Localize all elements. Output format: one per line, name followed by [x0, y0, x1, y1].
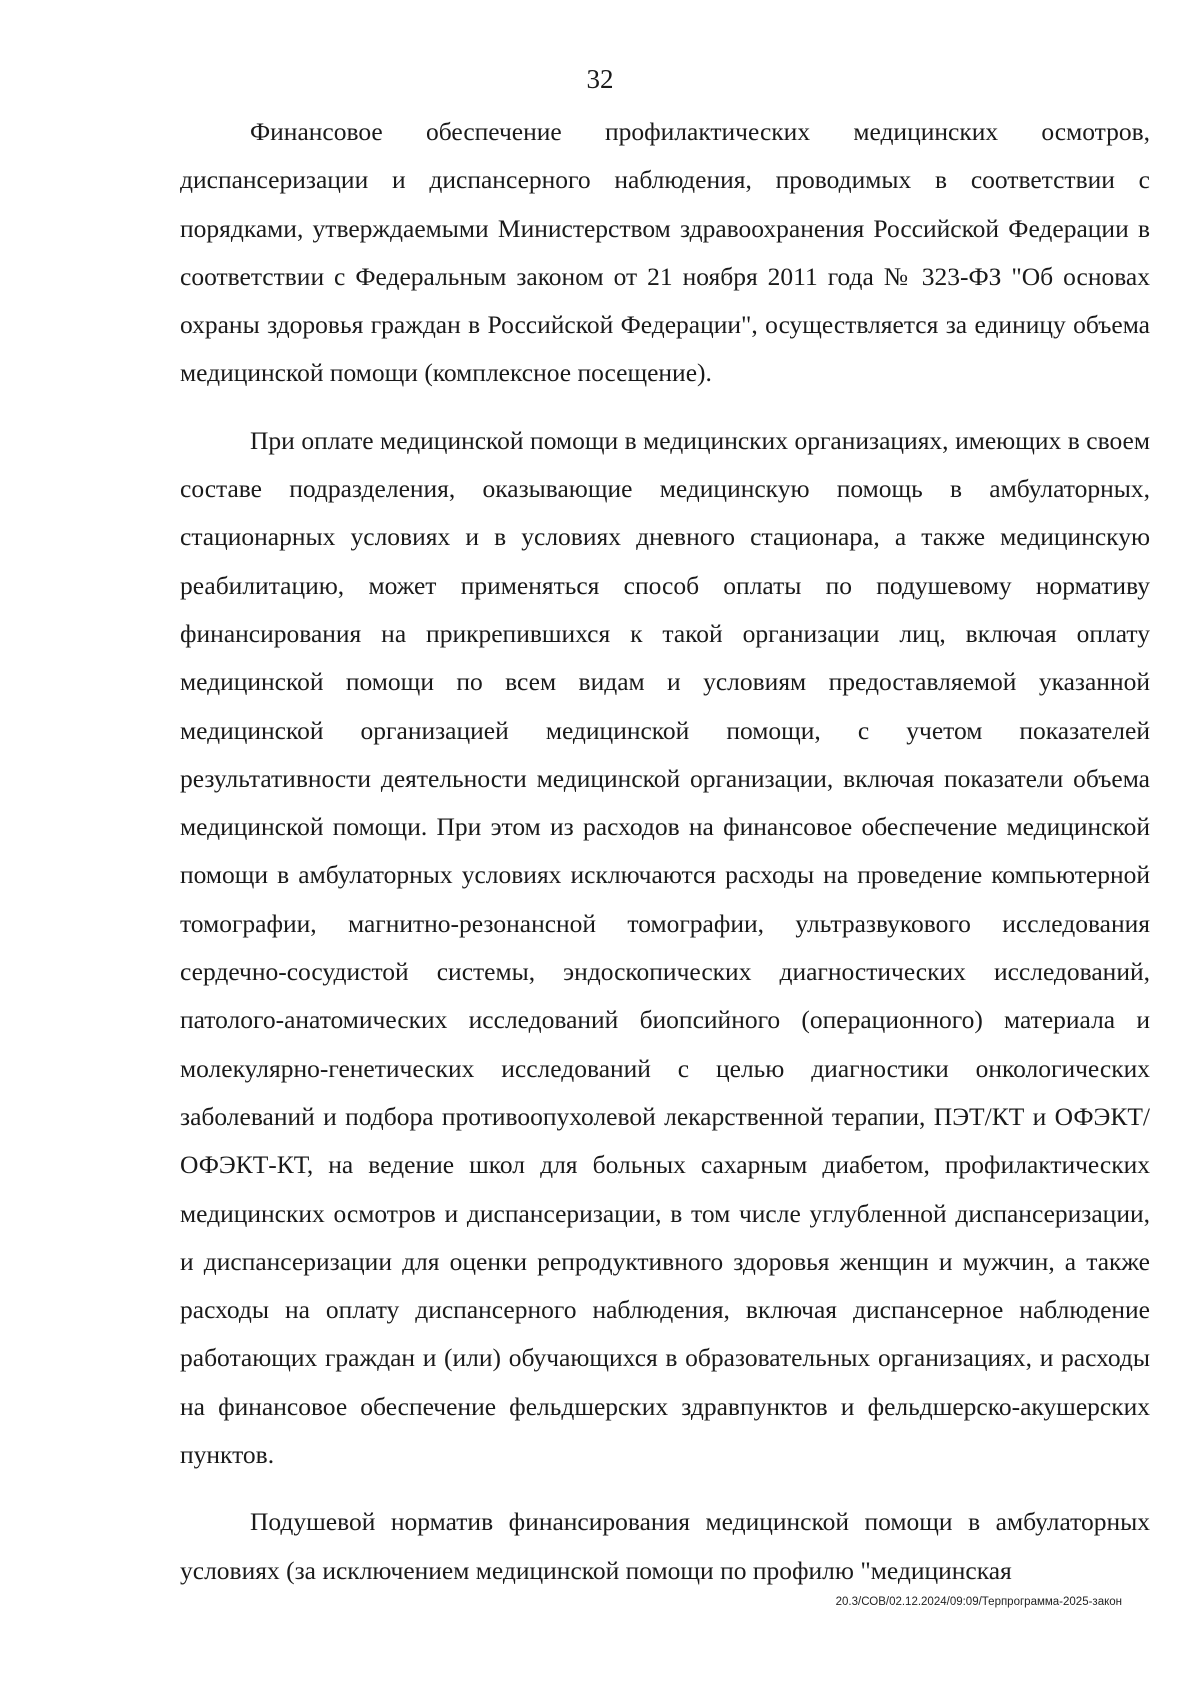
document-body — [180, 108, 1150, 1595]
paragraph-payment-per-capita: При оплате медицинской помощи в медицинских организациях, имеющих в своем составе подразделения, оказывающие медицинскую помощь в амбулаторных, стационарных условиях и в условиях дневного стационара, а также медицинскую реабилитацию, может применяться способ оплаты по подушевому нормативу финансирования на прикрепившихся к такой организации лиц, включая оплату медицинской помощи по всем видам и условиям предоставляемой указанной медицинской организацией медицинской помощи, с учетом показателей результативности деятельности медицинской организации, включая показатели объема медицинской помощи. При этом из расходов на финансовое обеспечение медицинской помощи в амбулаторных условиях исключаются расходы на проведение компьютерной томографии, магнитно-резонансной томографии, ультразвукового исследования сердечно-сосудистой системы, эндоскопических диагностических исследований, патолого-анатомических исследований биопсийного (операционного) материала и молекулярно-генетических исследований с целью диагностики онкологических заболеваний и подбора противоопухолевой лекарственной терапии, ПЭТ/КТ и ОФЭКТ/ОФЭКТ-КТ, на ведение школ для больных сахарным диабетом, профилактических медицинских осмотров и диспансеризации, в том числе углубленной диспансеризации, и диспансеризации для оценки репродуктивного здоровья женщин и мужчин, а также расходы на оплату диспансерного наблюдения, включая диспансерное наблюдение работающих граждан и (или) обучающихся в образовательных организациях, и расходы на финансовое обеспечение фельдшерских здравпунктов и фельдшерско-акушерских пунктов. — [180, 425, 1150, 1470]
paragraph-per-capita-norm: Подушевой норматив финансирования медицинской помощи в амбулаторных условиях (за исключением медицинской помощи по профилю "медицинская — [180, 1507, 1150, 1585]
paragraph-financing-checkups: Финансовое обеспечение профилактических медицинских осмотров, диспансеризации и диспансерного наблюдения, проводимых в соответствии с порядками, утверждаемыми Министерством здравоохранения Российской Федерации в соответствии с Федеральным законом от 21 ноября 2011 года № 323-ФЗ "Об основах охраны здоровья граждан в Российской Федерации", осуществляется за единицу объема медицинской помощи (комплексное посещение). — [180, 117, 1150, 388]
page-number: 32 — [586, 64, 614, 94]
footer-document-code: 20.3/СОВ/02.12.2024/09:09/Терпрограмма-2025-закон — [835, 1596, 1122, 1608]
